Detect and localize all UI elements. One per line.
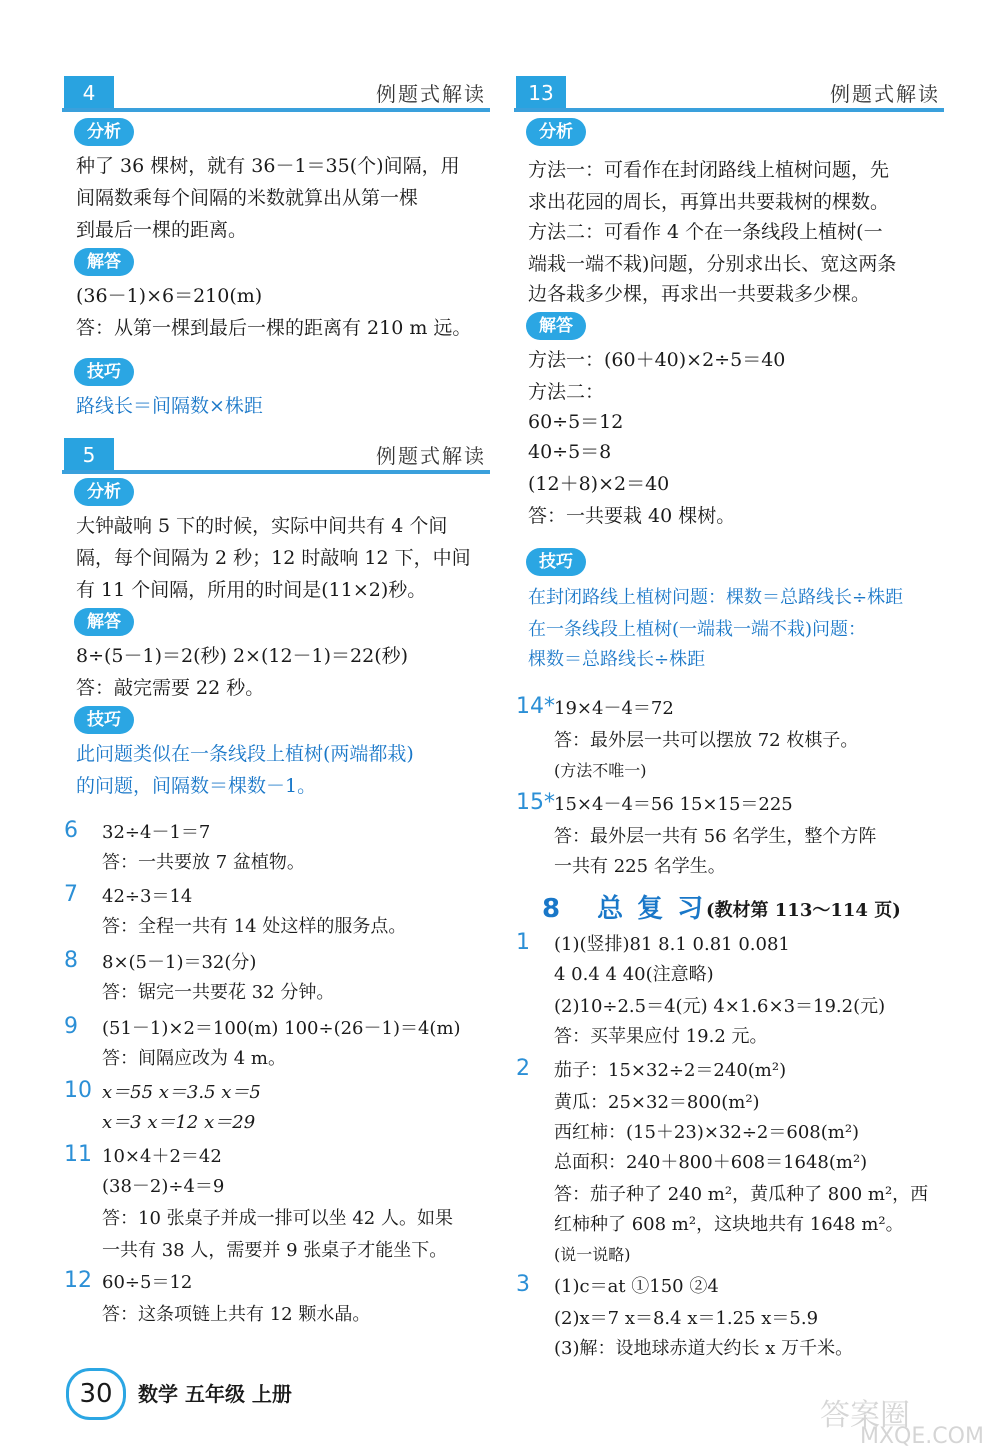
analysis-tag: 分析 bbox=[74, 478, 134, 506]
analysis-line: 端栽一端不栽)问题，分别求出长、宽这两条 bbox=[528, 253, 897, 275]
question-line: 19×4－4＝72 bbox=[554, 698, 674, 719]
question-line: 42÷3＝14 bbox=[102, 886, 193, 907]
question-line: (方法不唯一) bbox=[554, 761, 647, 780]
section-header-4 bbox=[62, 74, 490, 110]
question-line: 红柿种了 608 m²，这块地共有 1648 m²。 bbox=[554, 1214, 904, 1235]
watermark-url: MXQE.COM bbox=[860, 1424, 984, 1449]
answer-line: 60÷5＝12 bbox=[528, 411, 624, 433]
question-number: 12 bbox=[64, 1268, 92, 1293]
section-header-13 bbox=[514, 74, 944, 110]
question-line: 10×4＋2＝42 bbox=[102, 1146, 222, 1167]
analysis-line: 到最后一棵的距离。 bbox=[76, 219, 248, 241]
tip-tag: 技巧 bbox=[74, 358, 134, 386]
answer-line: 40÷5＝8 bbox=[528, 441, 612, 463]
watermark-text: 答案圈 bbox=[820, 1398, 910, 1433]
book-title: 数学 五年级 上册 bbox=[138, 1382, 292, 1406]
analysis-line: 方法二：可看作 4 个在一条线段上植树(一 bbox=[528, 221, 883, 243]
question-number: 15* bbox=[516, 790, 555, 815]
question-number: 1 bbox=[516, 930, 530, 955]
section-title: 例题式解读 bbox=[830, 82, 940, 106]
question-number: 3 bbox=[516, 1272, 530, 1297]
answer-tag: 解答 bbox=[74, 608, 134, 636]
answer-line: 方法一：(60＋40)×2÷5＝40 bbox=[528, 349, 786, 371]
analysis-line: 方法一：可看作在封闭路线上植树问题，先 bbox=[528, 159, 890, 181]
question-line: x＝3 x＝12 x＝29 bbox=[102, 1112, 256, 1133]
answer-line: (12＋8)×2＝40 bbox=[528, 473, 670, 495]
question-line: 西红柿：(15＋23)×32÷2＝608(m²) bbox=[554, 1122, 860, 1143]
tip-line: 棵数＝总路线长÷株距 bbox=[528, 649, 706, 670]
question-line: 15×4－4＝56 15×15＝225 bbox=[554, 794, 793, 815]
question-line: 答：这条项链上共有 12 颗水晶。 bbox=[102, 1304, 371, 1325]
question-line: (3)解：设地球赤道大约长 x 万千米。 bbox=[554, 1338, 854, 1359]
question-number: 7 bbox=[64, 882, 78, 907]
tip-line: 在封闭路线上植树问题：棵数＝总路线长÷株距 bbox=[528, 587, 904, 608]
section-header-5 bbox=[62, 436, 490, 472]
question-line: 答：间隔应改为 4 m。 bbox=[102, 1048, 286, 1069]
tip-line: 此问题类似在一条线段上植树(两端都栽) bbox=[76, 743, 414, 765]
question-line: (1)(竖排)81 8.1 0.81 0.081 bbox=[554, 934, 790, 955]
analysis-tag: 分析 bbox=[526, 118, 586, 146]
analysis-line: 求出花园的周长，再算出共要栽树的棵数。 bbox=[528, 191, 890, 213]
question-line: 答：锯完一共要花 32 分钟。 bbox=[102, 982, 335, 1003]
section-number: 5 bbox=[64, 438, 114, 472]
tip-line: 路线长＝间隔数×株距 bbox=[76, 395, 263, 417]
question-number: 6 bbox=[64, 818, 78, 843]
question-number: 9 bbox=[64, 1014, 78, 1039]
question-line: 黄瓜：25×32＝800(m²) bbox=[554, 1092, 760, 1113]
section-rule bbox=[62, 108, 490, 112]
question-line: 答：最外层一共有 56 名学生，整个方阵 bbox=[554, 826, 877, 847]
question-line: 60÷5＝12 bbox=[102, 1272, 193, 1293]
section-number: 13 bbox=[516, 76, 566, 110]
question-line: 茄子：15×32÷2＝240(m²) bbox=[554, 1060, 787, 1081]
question-line: 总面积：240＋800＋608＝1648(m²) bbox=[554, 1152, 868, 1173]
tip-line: 在一条线段上植树(一端栽一端不栽)问题： bbox=[528, 619, 867, 640]
question-number: 2 bbox=[516, 1056, 530, 1081]
question-line: 8×(5－1)＝32(分) bbox=[102, 952, 257, 973]
section-title: 例题式解读 bbox=[376, 444, 486, 468]
analysis-line: 种了 36 棵树，就有 36－1＝35(个)间隔，用 bbox=[76, 155, 460, 177]
page-footer bbox=[66, 1368, 426, 1418]
question-number: 10 bbox=[64, 1078, 92, 1103]
question-line: 答：全程一共有 14 处这样的服务点。 bbox=[102, 916, 407, 937]
analysis-line: 隔，每个间隔为 2 秒；12 时敲响 12 下，中间 bbox=[76, 547, 471, 569]
analysis-line: 间隔数乘每个间隔的米数就算出从第一棵 bbox=[76, 187, 419, 209]
question-line: (2)10÷2.5＝4(元) 4×1.6×3＝19.2(元) bbox=[554, 996, 886, 1017]
question-line: (38－2)÷4＝9 bbox=[102, 1176, 225, 1197]
question-line: 答：一共要放 7 盆植物。 bbox=[102, 852, 305, 873]
tip-tag: 技巧 bbox=[74, 706, 134, 734]
question-number: 8 bbox=[64, 948, 78, 973]
question-line: x＝55 x＝3.5 x＝5 bbox=[102, 1082, 261, 1103]
analysis-line: 边各栽多少棵，再求出一共要栽多少棵。 bbox=[528, 283, 871, 305]
answer-line: 方法二： bbox=[528, 381, 605, 403]
answer-tag: 解答 bbox=[74, 248, 134, 276]
watermark-logo bbox=[820, 1390, 990, 1450]
question-line: (说一说略) bbox=[554, 1245, 631, 1264]
question-number: 14* bbox=[516, 694, 555, 719]
page-number: 30 bbox=[66, 1368, 126, 1420]
tip-tag: 技巧 bbox=[526, 548, 586, 576]
answer-line: (36－1)×6＝210(m) bbox=[76, 285, 263, 307]
question-line: (2)x＝7 x＝8.4 x＝1.25 x＝5.9 bbox=[554, 1308, 819, 1329]
answer-line: 8÷(5－1)＝2(秒) 2×(12－1)＝22(秒) bbox=[76, 645, 409, 667]
question-line: 答：买苹果应付 19.2 元。 bbox=[554, 1026, 768, 1047]
section-title: 例题式解读 bbox=[376, 82, 486, 106]
question-line: 答：10 张桌子并成一排可以坐 42 人。如果 bbox=[102, 1208, 453, 1229]
question-line: (51－1)×2＝100(m) 100÷(26－1)＝4(m) bbox=[102, 1018, 461, 1039]
analysis-line: 有 11 个间隔，所用的时间是(11×2)秒。 bbox=[76, 579, 427, 601]
chapter-title: 8 总复习 bbox=[542, 894, 718, 924]
answer-line: 答：一共要栽 40 棵树。 bbox=[528, 505, 736, 527]
question-line: (1)c＝at ①150 ②4 bbox=[554, 1276, 719, 1297]
section-rule bbox=[514, 108, 944, 112]
question-line: 4 0.4 4 40(注意略) bbox=[554, 964, 714, 985]
question-line: 32÷4－1＝7 bbox=[102, 822, 211, 843]
section-number: 4 bbox=[64, 76, 114, 110]
question-line: 答：最外层一共可以摆放 72 枚棋子。 bbox=[554, 730, 859, 751]
answer-line: 答：敲完需要 22 秒。 bbox=[76, 677, 265, 699]
question-line: 答：茄子种了 240 m²，黄瓜种了 800 m²，西 bbox=[554, 1184, 929, 1205]
analysis-tag: 分析 bbox=[74, 118, 134, 146]
answer-line: 答：从第一棵到最后一棵的距离有 210 m 远。 bbox=[76, 317, 472, 339]
question-number: 11 bbox=[64, 1142, 92, 1167]
tip-line: 的问题，间隔数＝棵数－1。 bbox=[76, 775, 317, 797]
analysis-line: 大钟敲响 5 下的时候，实际中间共有 4 个间 bbox=[76, 515, 448, 537]
section-rule bbox=[62, 470, 490, 474]
question-line: 一共有 225 名学生。 bbox=[554, 856, 726, 877]
answer-tag: 解答 bbox=[526, 312, 586, 340]
chapter-subtitle: (教材第 113～114 页) bbox=[706, 900, 901, 921]
question-line: 一共有 38 人，需要并 9 张桌子才能坐下。 bbox=[102, 1240, 448, 1261]
